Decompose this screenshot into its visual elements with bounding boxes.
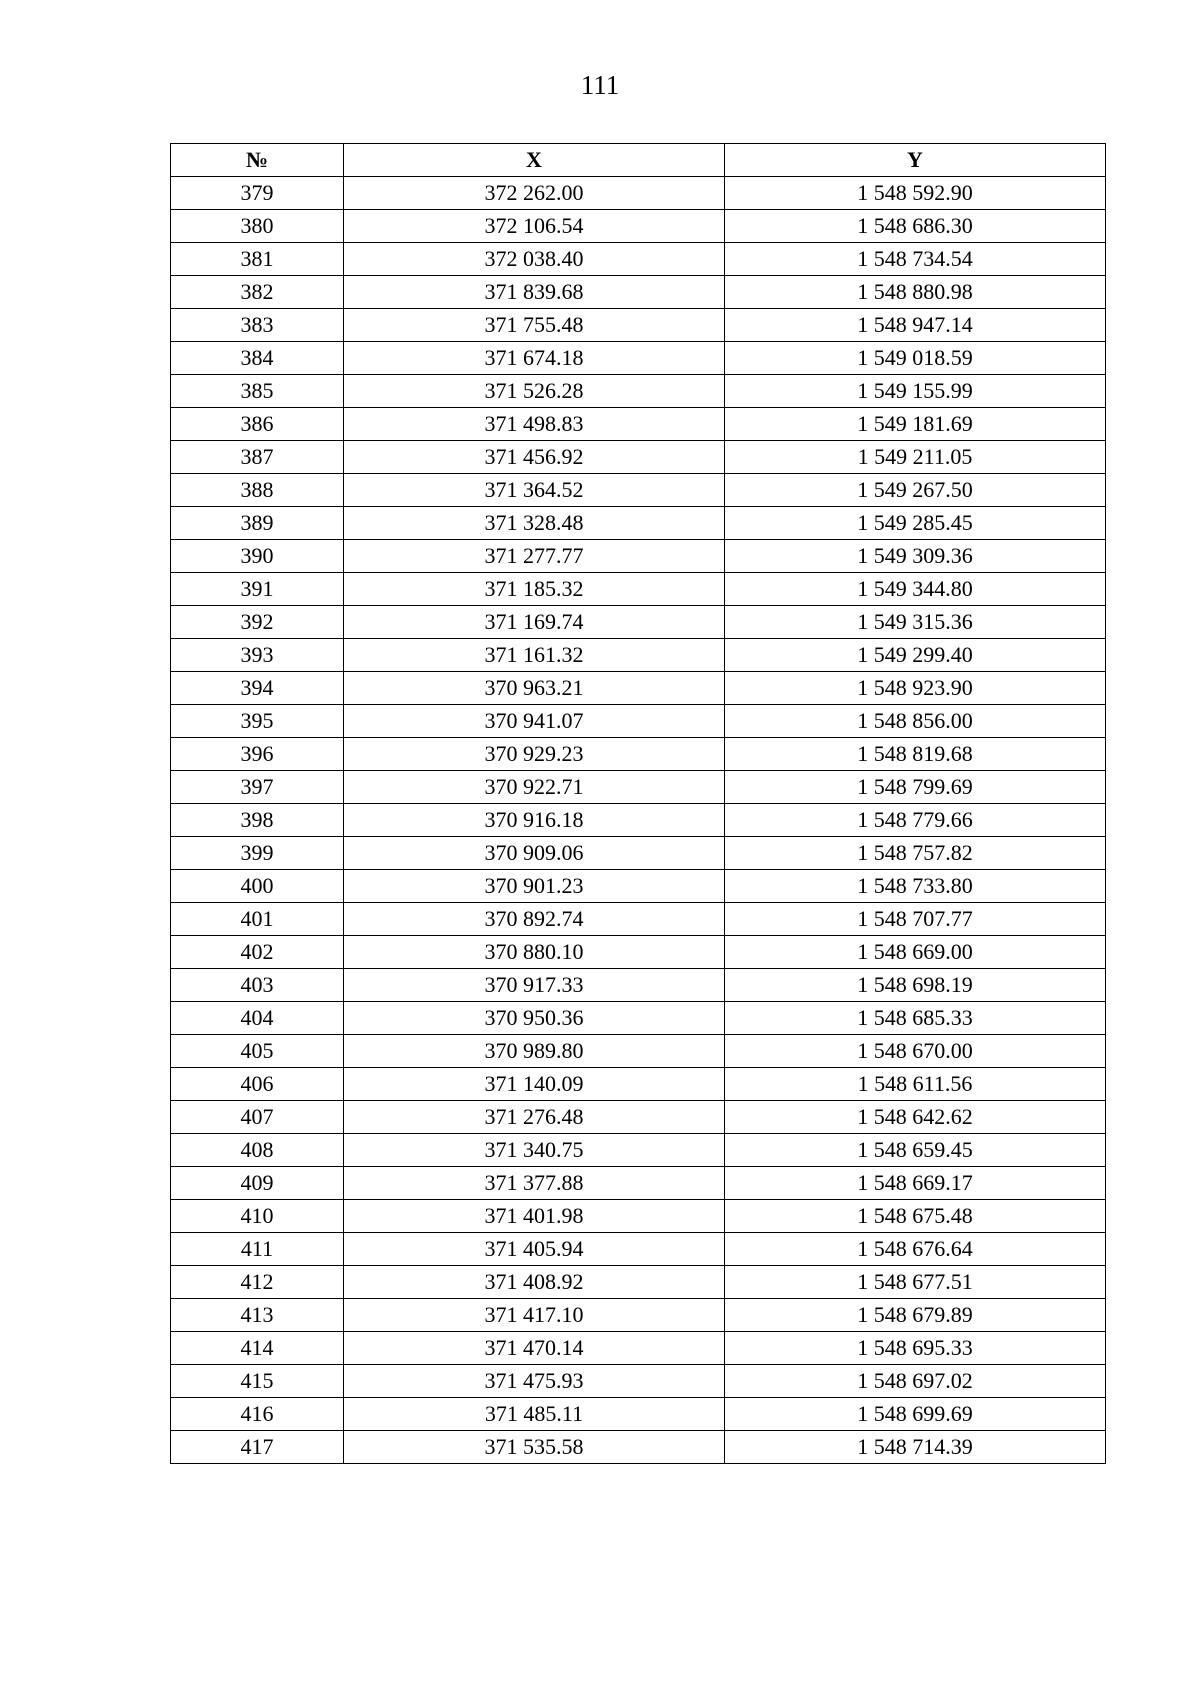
header-number: № — [171, 144, 344, 177]
cell-x: 370 963.21 — [344, 672, 725, 705]
cell-x: 370 941.07 — [344, 705, 725, 738]
cell-x: 371 401.98 — [344, 1200, 725, 1233]
cell-x: 371 674.18 — [344, 342, 725, 375]
cell-number: 404 — [171, 1002, 344, 1035]
cell-number: 387 — [171, 441, 344, 474]
cell-y: 1 548 947.14 — [725, 309, 1106, 342]
table-row — [171, 969, 1106, 1002]
table-row — [171, 1101, 1106, 1134]
cell-number: 414 — [171, 1332, 344, 1365]
cell-number: 393 — [171, 639, 344, 672]
cell-y: 1 548 734.54 — [725, 243, 1106, 276]
cell-x: 371 328.48 — [344, 507, 725, 540]
cell-x: 371 755.48 — [344, 309, 725, 342]
cell-y: 1 548 714.39 — [725, 1431, 1106, 1464]
cell-y: 1 548 695.33 — [725, 1332, 1106, 1365]
table-row — [171, 738, 1106, 771]
table-row — [171, 804, 1106, 837]
cell-y: 1 548 707.77 — [725, 903, 1106, 936]
cell-y: 1 549 181.69 — [725, 408, 1106, 441]
table-row — [171, 936, 1106, 969]
cell-x: 372 262.00 — [344, 177, 725, 210]
cell-y: 1 549 344.80 — [725, 573, 1106, 606]
table-row — [171, 1134, 1106, 1167]
table-row — [171, 672, 1106, 705]
cell-number: 381 — [171, 243, 344, 276]
cell-x: 372 038.40 — [344, 243, 725, 276]
cell-y: 1 548 642.62 — [725, 1101, 1106, 1134]
cell-x: 370 922.71 — [344, 771, 725, 804]
table-row — [171, 243, 1106, 276]
cell-number: 384 — [171, 342, 344, 375]
table-row — [171, 606, 1106, 639]
cell-number: 409 — [171, 1167, 344, 1200]
cell-number: 394 — [171, 672, 344, 705]
cell-number: 389 — [171, 507, 344, 540]
cell-number: 391 — [171, 573, 344, 606]
cell-number: 392 — [171, 606, 344, 639]
cell-number: 417 — [171, 1431, 344, 1464]
table-row — [171, 771, 1106, 804]
table-row — [171, 903, 1106, 936]
header-x: X — [344, 144, 725, 177]
cell-x: 370 929.23 — [344, 738, 725, 771]
table-row — [171, 276, 1106, 309]
cell-y: 1 548 611.56 — [725, 1068, 1106, 1101]
cell-number: 398 — [171, 804, 344, 837]
cell-x: 371 377.88 — [344, 1167, 725, 1200]
cell-number: 390 — [171, 540, 344, 573]
cell-x: 371 839.68 — [344, 276, 725, 309]
table-row — [171, 705, 1106, 738]
cell-y: 1 548 669.00 — [725, 936, 1106, 969]
cell-y: 1 548 669.17 — [725, 1167, 1106, 1200]
cell-number: 382 — [171, 276, 344, 309]
table-row — [171, 1035, 1106, 1068]
cell-y: 1 548 819.68 — [725, 738, 1106, 771]
table-row — [171, 1068, 1106, 1101]
cell-number: 407 — [171, 1101, 344, 1134]
table-header — [171, 144, 1106, 177]
table-row — [171, 1167, 1106, 1200]
cell-number: 380 — [171, 210, 344, 243]
cell-y: 1 548 698.19 — [725, 969, 1106, 1002]
cell-x: 371 405.94 — [344, 1233, 725, 1266]
cell-number: 410 — [171, 1200, 344, 1233]
cell-x: 371 475.93 — [344, 1365, 725, 1398]
cell-y: 1 549 211.05 — [725, 441, 1106, 474]
table-row — [171, 1200, 1106, 1233]
cell-number: 388 — [171, 474, 344, 507]
cell-number: 396 — [171, 738, 344, 771]
cell-y: 1 548 676.64 — [725, 1233, 1106, 1266]
table-row — [171, 177, 1106, 210]
cell-x: 370 892.74 — [344, 903, 725, 936]
cell-number: 416 — [171, 1398, 344, 1431]
cell-y: 1 549 299.40 — [725, 639, 1106, 672]
cell-x: 371 417.10 — [344, 1299, 725, 1332]
cell-y: 1 548 697.02 — [725, 1365, 1106, 1398]
cell-number: 402 — [171, 936, 344, 969]
cell-x: 371 276.48 — [344, 1101, 725, 1134]
table-row — [171, 342, 1106, 375]
cell-x: 370 917.33 — [344, 969, 725, 1002]
cell-x: 371 456.92 — [344, 441, 725, 474]
cell-y: 1 548 856.00 — [725, 705, 1106, 738]
cell-x: 372 106.54 — [344, 210, 725, 243]
cell-y: 1 548 923.90 — [725, 672, 1106, 705]
table-row — [171, 375, 1106, 408]
cell-x: 370 901.23 — [344, 870, 725, 903]
cell-y: 1 549 155.99 — [725, 375, 1106, 408]
cell-number: 383 — [171, 309, 344, 342]
cell-y: 1 548 880.98 — [725, 276, 1106, 309]
cell-number: 401 — [171, 903, 344, 936]
cell-x: 371 408.92 — [344, 1266, 725, 1299]
cell-number: 406 — [171, 1068, 344, 1101]
cell-x: 371 485.11 — [344, 1398, 725, 1431]
cell-y: 1 548 799.69 — [725, 771, 1106, 804]
table-row — [171, 408, 1106, 441]
cell-number: 405 — [171, 1035, 344, 1068]
cell-number: 403 — [171, 969, 344, 1002]
cell-x: 370 950.36 — [344, 1002, 725, 1035]
header-row — [171, 144, 1106, 177]
table-row — [171, 441, 1106, 474]
cell-number: 400 — [171, 870, 344, 903]
table-row — [171, 1299, 1106, 1332]
table-row — [171, 639, 1106, 672]
cell-x: 371 526.28 — [344, 375, 725, 408]
table-row — [171, 870, 1106, 903]
cell-number: 395 — [171, 705, 344, 738]
table-row — [171, 837, 1106, 870]
cell-y: 1 549 315.36 — [725, 606, 1106, 639]
header-y: Y — [725, 144, 1106, 177]
cell-y: 1 548 592.90 — [725, 177, 1106, 210]
table-row — [171, 1233, 1106, 1266]
cell-x: 371 161.32 — [344, 639, 725, 672]
cell-number: 413 — [171, 1299, 344, 1332]
cell-y: 1 549 285.45 — [725, 507, 1106, 540]
cell-x: 371 498.83 — [344, 408, 725, 441]
cell-number: 386 — [171, 408, 344, 441]
table-row — [171, 1002, 1106, 1035]
table-row — [171, 1398, 1106, 1431]
cell-x: 371 535.58 — [344, 1431, 725, 1464]
table-row — [171, 1431, 1106, 1464]
cell-x: 371 185.32 — [344, 573, 725, 606]
cell-number: 412 — [171, 1266, 344, 1299]
cell-x: 371 340.75 — [344, 1134, 725, 1167]
cell-y: 1 548 733.80 — [725, 870, 1106, 903]
table-row — [171, 1332, 1106, 1365]
cell-x: 370 916.18 — [344, 804, 725, 837]
cell-x: 371 470.14 — [344, 1332, 725, 1365]
cell-y: 1 548 677.51 — [725, 1266, 1106, 1299]
coordinates-table — [170, 143, 1106, 1464]
table-row — [171, 309, 1106, 342]
cell-y: 1 548 779.66 — [725, 804, 1106, 837]
table-row — [171, 474, 1106, 507]
cell-y: 1 548 699.69 — [725, 1398, 1106, 1431]
cell-x: 371 277.77 — [344, 540, 725, 573]
table-row — [171, 540, 1106, 573]
cell-number: 411 — [171, 1233, 344, 1266]
cell-y: 1 548 675.48 — [725, 1200, 1106, 1233]
table-body — [171, 177, 1106, 1464]
cell-y: 1 548 659.45 — [725, 1134, 1106, 1167]
cell-y: 1 548 679.89 — [725, 1299, 1106, 1332]
cell-number: 385 — [171, 375, 344, 408]
cell-number: 408 — [171, 1134, 344, 1167]
table-row — [171, 1266, 1106, 1299]
cell-number: 415 — [171, 1365, 344, 1398]
cell-number: 379 — [171, 177, 344, 210]
cell-x: 371 169.74 — [344, 606, 725, 639]
cell-y: 1 548 686.30 — [725, 210, 1106, 243]
table-row — [171, 210, 1106, 243]
cell-number: 399 — [171, 837, 344, 870]
cell-y: 1 548 670.00 — [725, 1035, 1106, 1068]
table-row — [171, 507, 1106, 540]
cell-number: 397 — [171, 771, 344, 804]
table-row — [171, 1365, 1106, 1398]
page-number: 111 — [580, 70, 620, 100]
cell-y: 1 548 757.82 — [725, 837, 1106, 870]
cell-x: 371 140.09 — [344, 1068, 725, 1101]
cell-x: 371 364.52 — [344, 474, 725, 507]
cell-y: 1 549 267.50 — [725, 474, 1106, 507]
cell-y: 1 548 685.33 — [725, 1002, 1106, 1035]
table-row — [171, 573, 1106, 606]
cell-x: 370 909.06 — [344, 837, 725, 870]
cell-y: 1 549 309.36 — [725, 540, 1106, 573]
cell-y: 1 549 018.59 — [725, 342, 1106, 375]
cell-x: 370 880.10 — [344, 936, 725, 969]
cell-x: 370 989.80 — [344, 1035, 725, 1068]
